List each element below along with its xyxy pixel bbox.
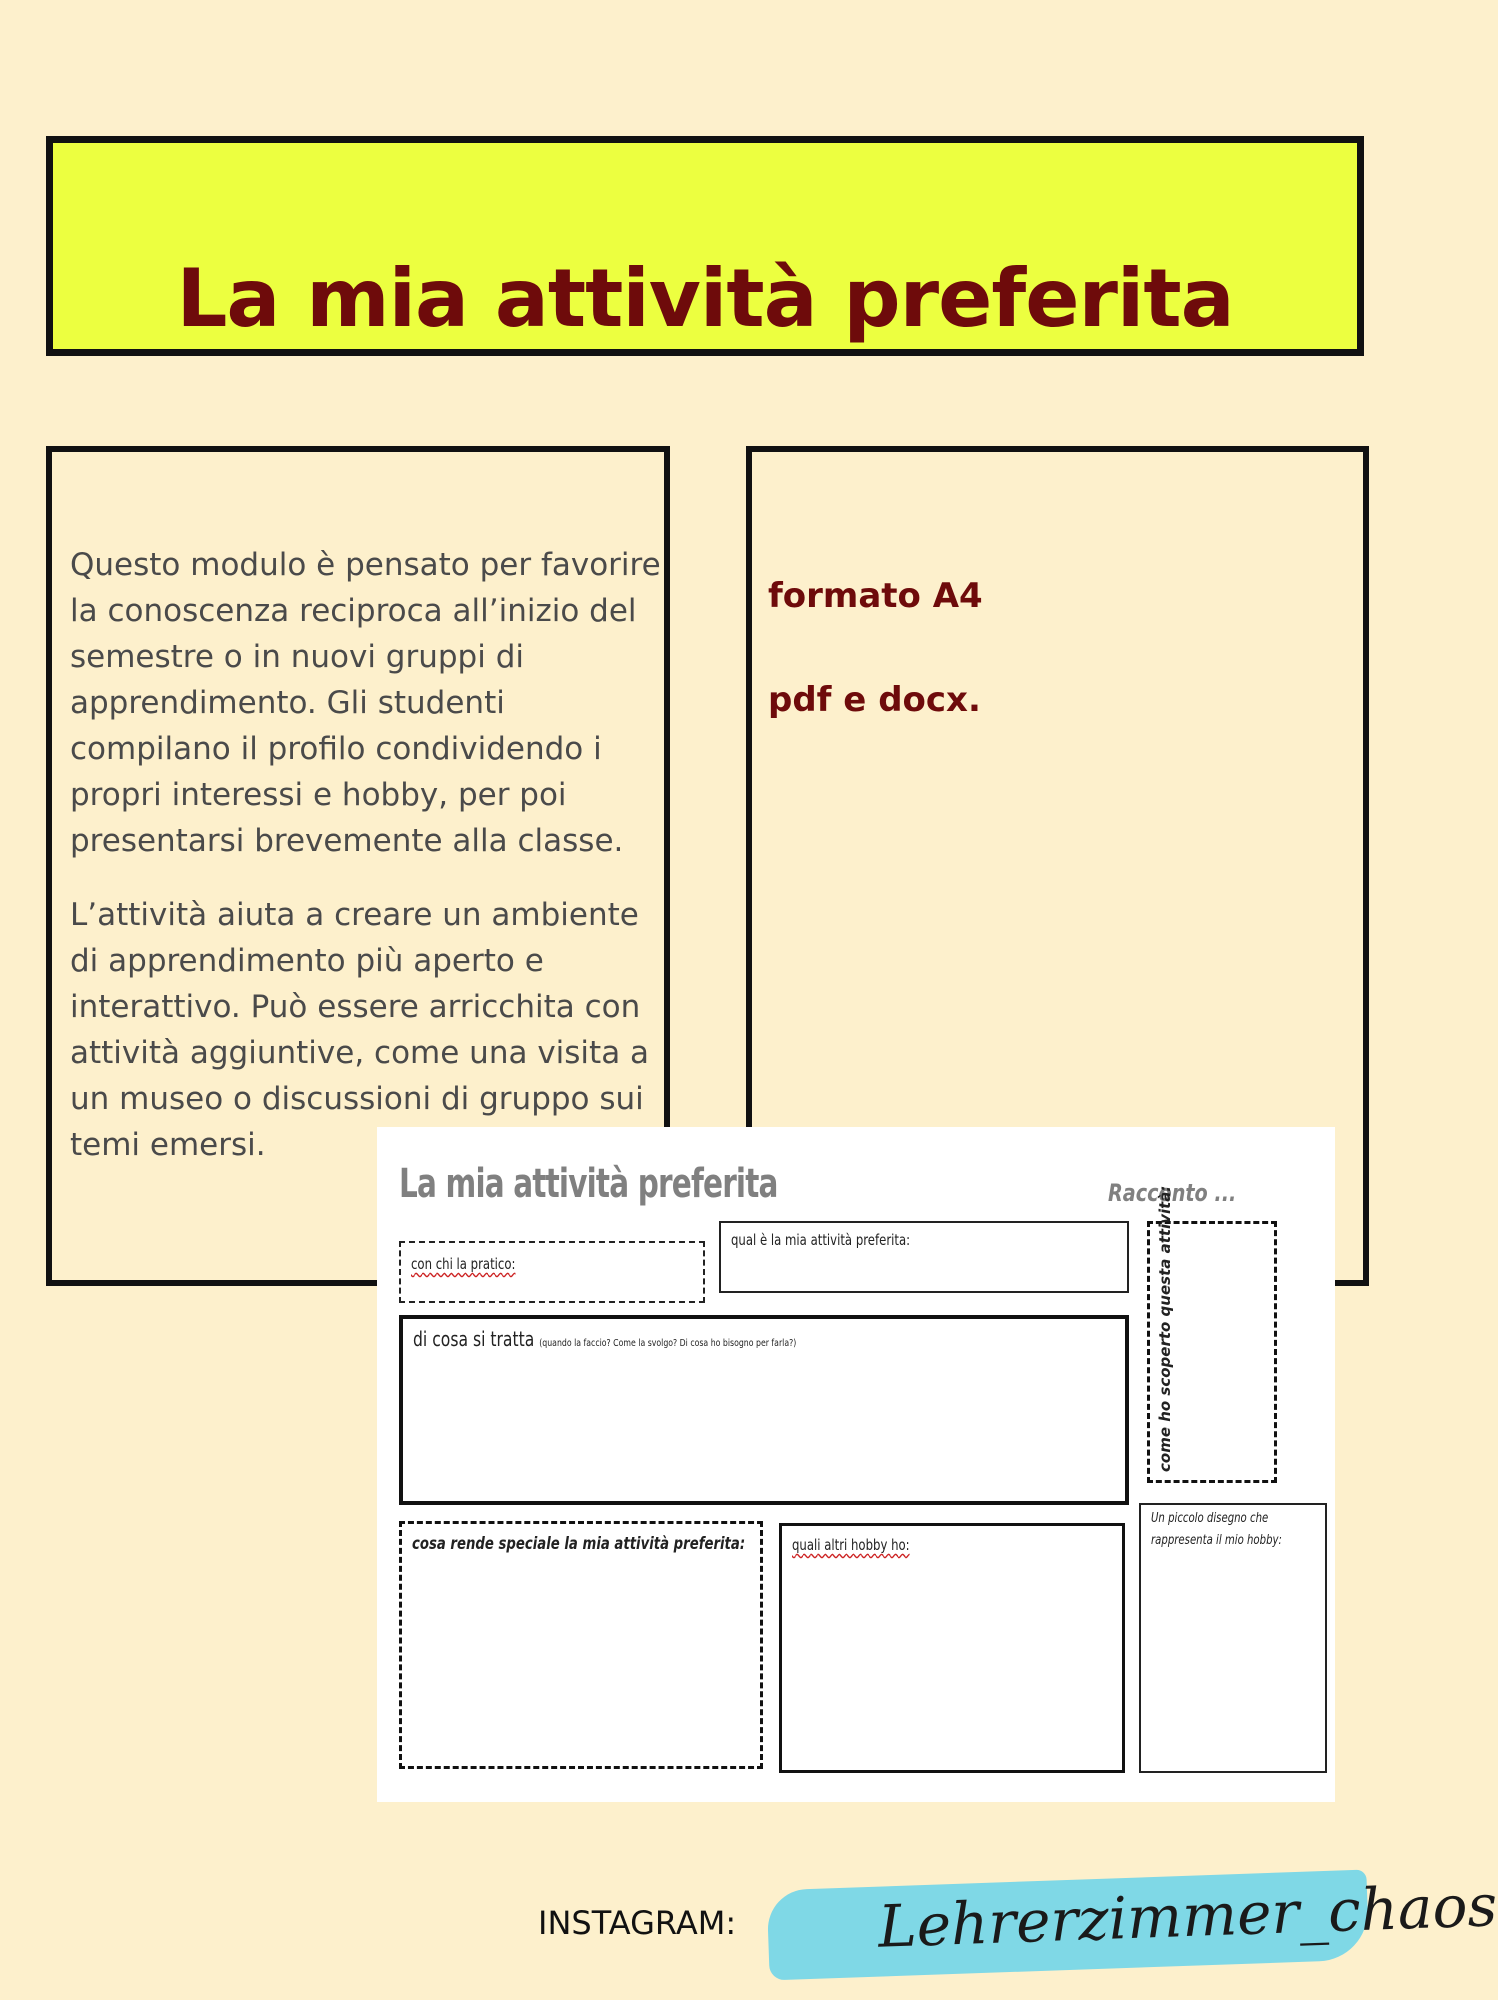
field-di-cosa-label: di cosa si tratta (quando la faccio? Come la svolgo? Di cosa ho bisogno per farla?)	[413, 1327, 797, 1351]
field-altri-hobby-label: quali altri hobby ho:	[792, 1536, 910, 1554]
format-a4: formato A4	[768, 576, 983, 616]
field-come-ho-scoperto: come ho scoperto questa attività:	[1147, 1221, 1277, 1483]
field-con-chi	[399, 1241, 705, 1303]
field-con-chi-label: con chi la pratico:	[411, 1255, 516, 1273]
field-di-cosa	[399, 1315, 1129, 1505]
format-files: pdf e docx.	[768, 680, 981, 720]
description-paragraph-1: Questo modulo è pensato per favorire la conoscenza reciproca all’inizio del semestre o in nuovi gruppi di apprendimento. Gli studenti compilano il profilo condividendo i propri interessi e hobby, per poi presentarsi brevemente alla classe.	[70, 547, 661, 859]
field-disegno-label-2: rappresenta il mio hobby:	[1151, 1533, 1282, 1548]
description-text	[70, 542, 670, 1196]
field-disegno	[1139, 1503, 1327, 1773]
field-cosa-rende	[399, 1521, 763, 1769]
page-title: La mia attività preferita	[176, 252, 1234, 345]
field-disegno-label-1: Un piccolo disegno che	[1151, 1511, 1269, 1526]
worksheet-title: La mia attività preferita	[399, 1161, 778, 1207]
field-cosa-rende-label: cosa rende speciale la mia attività preferita:	[412, 1534, 746, 1554]
field-di-cosa-note: (quando la faccio? Come la svolgo? Di cosa ho bisogno per farla?)	[539, 1338, 797, 1349]
field-qual-e	[719, 1221, 1129, 1293]
description-paragraph-2: L’attività aiuta a creare un ambiente di apprendimento più aperto e interattivo. Può essere arricchita con attività aggiuntive, come una visita a un museo o discussioni di gruppo sui temi emersi.	[70, 897, 650, 1163]
instagram-label: INSTAGRAM:	[538, 1904, 737, 1942]
field-qual-e-label: qual è la mia attività preferita:	[731, 1231, 911, 1249]
field-altri-hobby	[779, 1523, 1125, 1773]
title-banner	[46, 136, 1364, 356]
instagram-handle-logo[interactable]	[758, 1850, 1498, 2000]
worksheet-racconto: Racconto ...	[1108, 1179, 1237, 1207]
worksheet-preview	[377, 1127, 1335, 1802]
instagram-handle: Lehrerzimmer_chaos	[877, 1871, 1498, 1961]
